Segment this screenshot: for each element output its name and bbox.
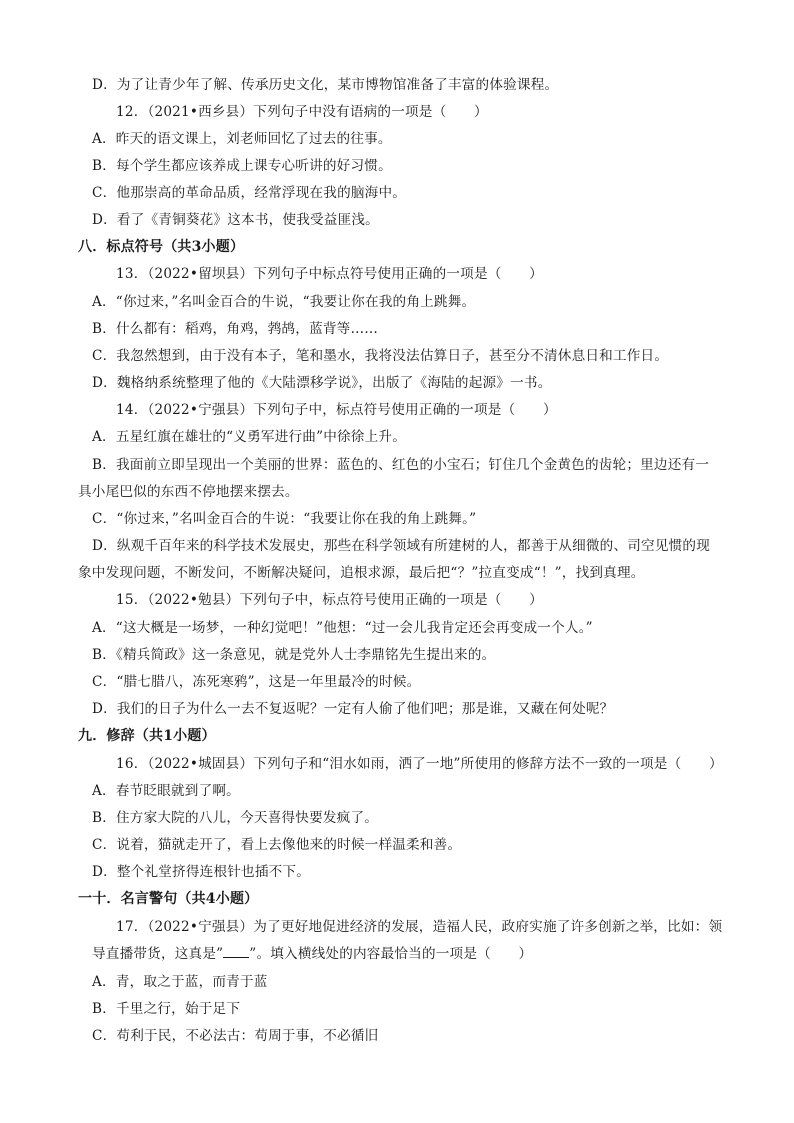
option-a-q16: A．春节眨眼就到了啊。 [92, 783, 240, 799]
question-14: 14．（2022•宁强县）下列句子中，标点符号使用正确的一项是（ ） [116, 402, 557, 418]
option-c-q17: C．苟利于民，不必法古：苟周于事，不必循旧 [92, 1028, 379, 1044]
option-b-q16: B．住方家大院的八儿，今天喜得快要发疯了。 [92, 810, 379, 826]
section-heading-punctuation: 八．标点符号（共3小题） [78, 239, 245, 255]
option-a-q17: A．青，取之于蓝，而青于蓝 [92, 974, 268, 990]
option-c-q14: C．“你过来，”名叫金百合的牛说：“我要让你在我的角上跳舞。” [92, 511, 477, 527]
option-d-q13: D．魏格纳系统整理了他的《大陆漂移学说》，出版了《海陆的起源》一书。 [92, 375, 552, 391]
question-13: 13．（2022•留坝县）下列句子中标点符号使用正确的一项是（ ） [116, 266, 543, 282]
option-d-q11: D．为了让青少年了解、传承历史文化，某市博物馆准备了丰富的体验课程。 [92, 77, 559, 93]
option-d-q14-line1: D．纵观千百年来的科学技术发展史，那些在科学领域有所建树的人，都善于从细微的、司空见惯的现 [92, 538, 711, 554]
option-a-q15: A．“这大概是一场梦，一种幻觉吧！”他想：“过一会儿我肯定还会再变成一个人。” [92, 620, 593, 636]
question-17-line2 [92, 945, 722, 963]
option-d-q12: D．看了《青铜葵花》这本书，使我受益匪浅。 [92, 212, 379, 228]
option-b-q13: B．什么都有：稻鸡，角鸡，鹁鸪，蓝背等…… [92, 321, 379, 337]
question-16: 16．（2022•城固县）下列句子和“泪水如雨，洒了一地”所使用的修辞方法不一致的一项是（ ） [116, 756, 723, 772]
option-a-q12: A．昨天的语文课上，刘老师回忆了过去的往事。 [92, 131, 392, 147]
option-c-q13: C．我忽然想到，由于没有本子，笔和墨水，我将没法估算日子，甚至分不清休息日和工作日。 [92, 348, 669, 364]
option-d-q15: D．我们的日子为什么一去不复返呢？一定有人偷了他们吧；那是谁，又藏在何处呢？ [92, 701, 614, 717]
question-12: 12．（2021•西乡县）下列句子中没有语病的一项是（ ） [116, 104, 488, 120]
option-c-q16: C．说着，猫就走开了，看上去像他来的时候一样温柔和善。 [92, 837, 462, 853]
option-d-q14-line2: 象中发现问题，不断发问，不断解决疑问，追根求源，最后把“？”拉直变成“！”，找到真理。 [78, 565, 645, 581]
option-b-q14-line2: 具小尾巴似的东西不停地摆来摆去。 [78, 484, 299, 500]
option-b-q12: B．每个学生都应该养成上课专心听讲的好习惯。 [92, 158, 392, 174]
option-a-q13: A．“你过来，”名叫金百合的牛说，“我要让你在我的角上跳舞。 [92, 294, 476, 310]
option-b-q17: B．千里之行，始于足下 [92, 1001, 241, 1017]
section-heading-rhetoric: 九．修辞（共1小题） [78, 728, 216, 744]
option-d-q16: D．整个礼堂挤得连根针也插不下。 [92, 864, 311, 880]
question-17-line2-before-blank: 导直播带货，这真是” [92, 946, 224, 962]
option-c-q12: C．他那崇高的革命品质，经常浮现在我的脑海中。 [92, 185, 407, 201]
question-17-line1: 17．（2022•宁强县）为了更好地促进经济的发展，造福人民，政府实施了许多创新之举，比如：领 [116, 919, 723, 935]
answer-blank [223, 945, 249, 958]
option-b-q15: B．《精兵简政》这一条意见，就是党外人士李鼎铭先生提出来的。 [92, 647, 496, 663]
section-heading-quotes: 一十．名言警句（共4小题） [78, 891, 259, 907]
option-a-q14: A．五星红旗在雄壮的“义勇军进行曲”中徐徐上升。 [92, 429, 406, 445]
question-15: 15．（2022•勉县）下列句子中，标点符号使用正确的一项是（ ） [116, 592, 543, 608]
option-b-q14-line1: B．我面前立即呈现出一个美丽的世界：蓝色的、红色的小宝石；钉住几个金黄色的齿轮；里边还有一 [92, 457, 710, 473]
option-c-q15: C．“腊七腊八，冻死寒鸦”，这是一年里最冷的时候。 [92, 674, 421, 690]
question-17-line2-after-blank: ”。填入横线处的内容最恰当的一项是（ ） [249, 946, 533, 962]
